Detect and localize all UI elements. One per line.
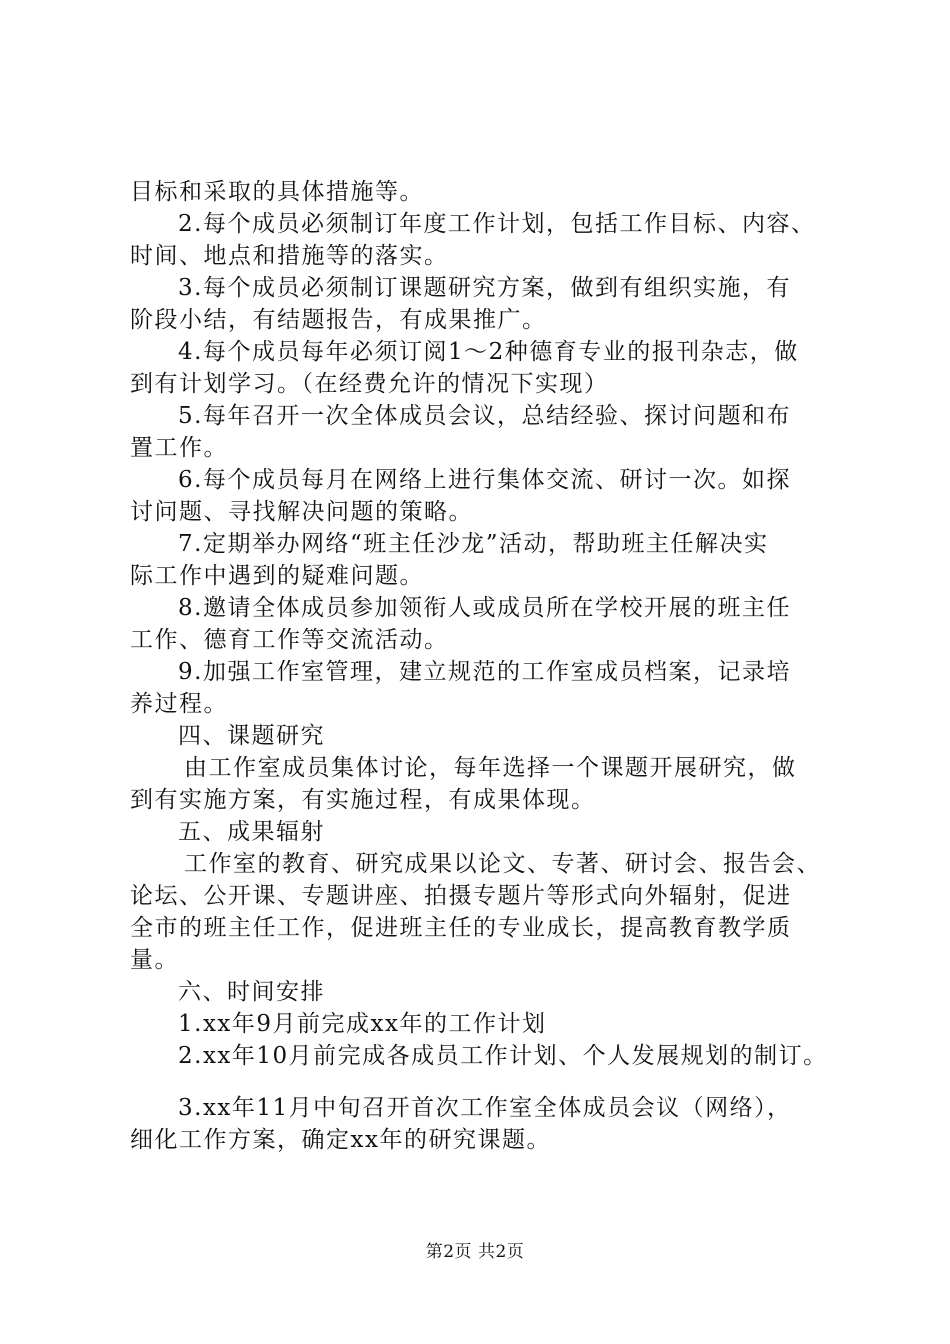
text-line: 目标和采取的具体措施等。 <box>130 179 424 205</box>
text-line: 1.xx年9月前完成xx年的工作计划 <box>178 1011 547 1037</box>
text-line: 3.每个成员必须制订课题研究方案，做到有组织实施，有 <box>178 275 791 301</box>
text-line: 全市的班主任工作，促进班主任的专业成长，提高教育教学质 <box>130 915 792 941</box>
section-heading: 四、课题研究 <box>178 723 325 749</box>
text-line: 5.每年召开一次全体成员会议，总结经验、探讨问题和布 <box>178 403 791 429</box>
page-footer: 第2页 共2页 <box>425 1242 525 1262</box>
text-line: 时间、地点和措施等的落实。 <box>130 243 449 269</box>
text-line: 细化工作方案，确定xx年的研究课题。 <box>130 1127 551 1153</box>
text-line: 到有计划学习。（在经费允许的情况下实现） <box>130 371 609 397</box>
text-line: 置工作。 <box>130 435 228 461</box>
section-heading: 五、成果辐射 <box>178 819 325 845</box>
text-line: 养过程。 <box>130 691 228 717</box>
text-line: 8.邀请全体成员参加领衔人或成员所在学校开展的班主任 <box>178 595 791 621</box>
text-line: 3.xx年11月中旬召开首次工作室全体成员会议（网络）， <box>178 1095 792 1121</box>
text-line: 7.定期举办网络“班主任沙龙”活动，帮助班主任解决实 <box>178 531 769 557</box>
section-heading: 六、时间安排 <box>178 979 325 1005</box>
text-line: 到有实施方案，有实施过程，有成果体现。 <box>130 787 596 813</box>
text-line: 2.xx年10月前完成各成员工作计划、个人发展规划的制订。 <box>178 1043 828 1069</box>
text-line: 讨问题、寻找解决问题的策略。 <box>130 499 473 525</box>
text-line: 际工作中遇到的疑难问题。 <box>130 563 424 589</box>
text-line: 2.每个成员必须制订年度工作计划，包括工作目标、内容、 <box>178 211 816 237</box>
text-line: 论坛、公开课、专题讲座、拍摄专题片等形式向外辐射，促进 <box>130 883 792 909</box>
text-line: 由工作室成员集体讨论，每年选择一个课题开展研究，做 <box>184 755 797 781</box>
text-line: 量。 <box>130 947 179 973</box>
text-line: 工作、德育工作等交流活动。 <box>130 627 449 653</box>
text-line: 4.每个成员每年必须订阅1～2种德育专业的报刊杂志，做 <box>178 339 799 365</box>
text-line: 6.每个成员每月在网络上进行集体交流、研讨一次。如探 <box>178 467 791 493</box>
text-line: 阶段小结，有结题报告，有成果推广。 <box>130 307 547 333</box>
text-line: 9.加强工作室管理，建立规范的工作室成员档案，记录培 <box>178 659 791 685</box>
text-line: 工作室的教育、研究成果以论文、专著、研讨会、报告会、 <box>184 851 821 877</box>
